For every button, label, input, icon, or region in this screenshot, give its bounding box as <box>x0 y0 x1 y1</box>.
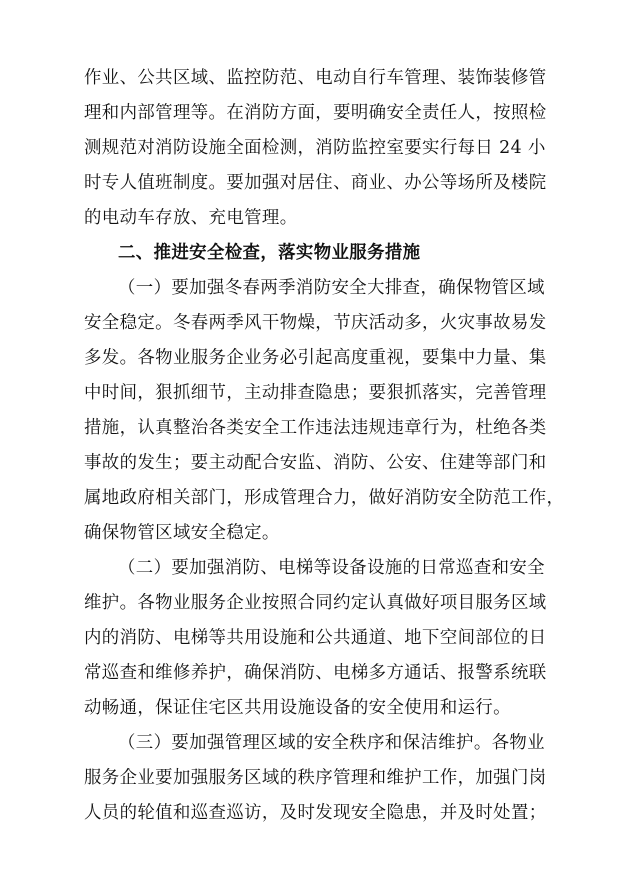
paragraph-line: （二）要加强消防、电梯等设备设施的日常巡查和安全 <box>118 558 545 578</box>
paragraph-line: 内的消防、电梯等共用设施和公共通道、地下空间部位的日 <box>84 628 547 648</box>
paragraph-line: 安全稳定。冬春两季风干物燥，节庆活动多，火灾事故易发 <box>84 313 547 333</box>
paragraph-line: 事故的发生；要主动配合安监、消防、公安、住建等部门和 <box>84 453 547 473</box>
paragraph-line: 时专人值班制度。要加强对居住、商业、办公等场所及楼院 <box>84 173 547 193</box>
paragraph-line: 常巡查和维修养护，确保消防、电梯多方通话、报警系统联 <box>84 663 547 683</box>
paragraph-line: 动畅通，保证住宅区共用设施设备的安全使用和运行。 <box>84 698 511 718</box>
section-heading: 二、推进安全检查，落实物业服务措施 <box>118 243 421 263</box>
paragraph-line: （三）要加强管理区域的安全秩序和保洁维护。各物业 <box>118 733 545 753</box>
paragraph-line: 属地政府相关部门，形成管理合力，做好消防安全防范工作， <box>84 488 565 508</box>
paragraph-line: 人员的轮值和巡查巡访，及时发现安全隐患，并及时处置； <box>84 803 547 823</box>
paragraph-line: 措施，认真整治各类安全工作违法违规违章行为，杜绝各类 <box>84 418 547 438</box>
paragraph-line: 中时间，狠抓细节，主动排查隐患；要狠抓落实，完善管理 <box>84 383 547 403</box>
paragraph-line: （一）要加强冬春两季消防安全大排查，确保物管区域 <box>118 278 545 298</box>
paragraph-line: 多发。各物业服务企业务必引起高度重视，要集中力量、集 <box>84 348 547 368</box>
paragraph-line: 确保物管区域安全稳定。 <box>84 523 280 543</box>
paragraph-line: 作业、公共区域、监控防范、电动自行车管理、装饰装修管 <box>84 68 547 88</box>
paragraph-line: 维护。各物业服务企业按照合同约定认真做好项目服务区域 <box>84 593 547 613</box>
paragraph-line: 服务企业要加强服务区域的秩序管理和维护工作，加强门岗 <box>84 768 547 788</box>
paragraph-line: 测规范对消防设施全面检测，消防监控室要实行每日 24 小 <box>84 138 546 158</box>
paragraph-line: 的电动车存放、充电管理。 <box>84 208 298 228</box>
paragraph-line: 理和内部管理等。在消防方面，要明确安全责任人，按照检 <box>84 103 547 123</box>
